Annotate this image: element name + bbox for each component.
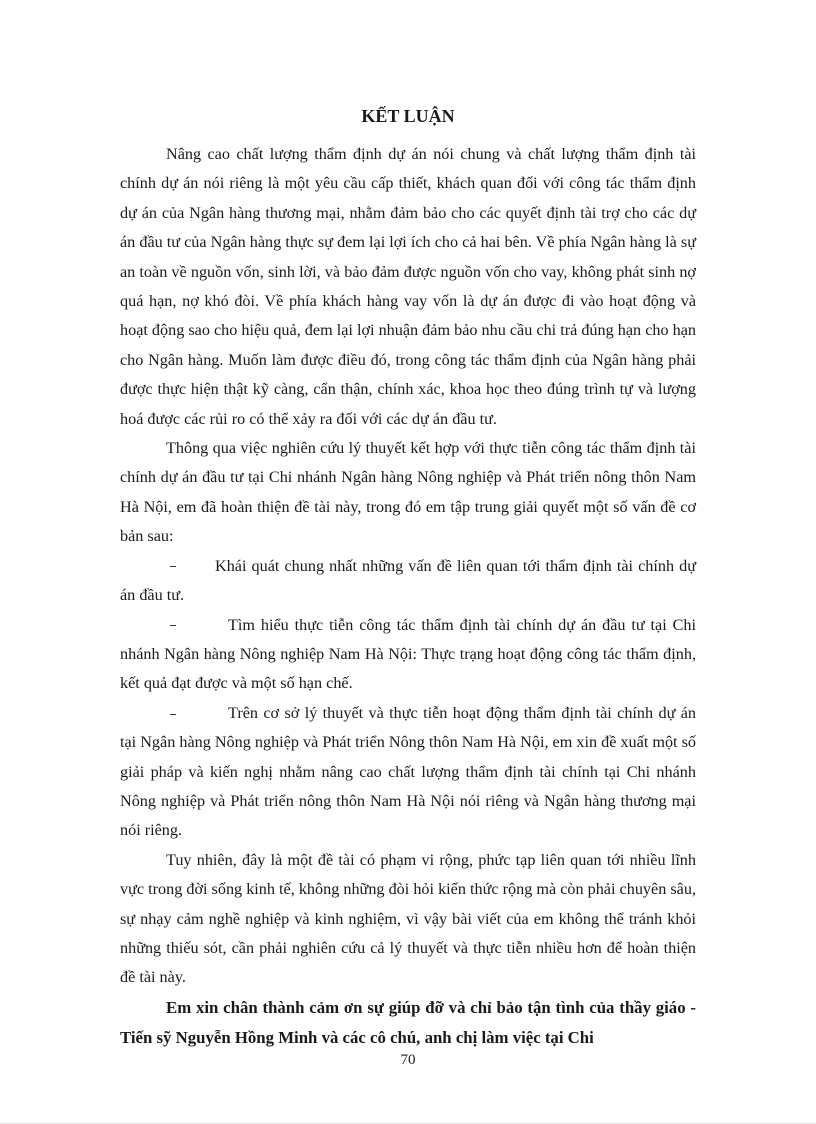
bullet-text: Tìm hiểu thực tiễn công tác thẩm định tài chính dự án đầu tư tại Chi nhánh Ngân hàng Nông nghiệp Nam Hà Nội: Thực trạng hoạt động công tác thẩm định, kết quả đạt được và một số hạn chế. (120, 615, 696, 693)
document-body (120, 140, 696, 1053)
acknowledgement-paragraph: Em xin chân thành cảm ơn sự giúp đỡ và chỉ bảo tận tình của thầy giáo - Tiến sỹ Nguyễn Hồng Minh và các cô chú, anh chị làm việc tại Chi (120, 997, 696, 1047)
paragraph: Thông qua việc nghiên cứu lý thuyết kết hợp với thực tiễn công tác thẩm định tài chính dự án đầu tư tại Chi nhánh Ngân hàng Nông nghiệp và Phát triển nông thôn Nam Hà Nội, em đã hoàn thiện đề tài này, trong đó em tập trung giải quyết một số vấn đề cơ bản sau: (120, 439, 696, 546)
bullet-item (120, 552, 696, 611)
page-title: KẾT LUẬN (361, 106, 455, 126)
bullet-dash-icon (120, 552, 215, 581)
bullet-item (120, 611, 696, 699)
bullet-dash-icon (120, 699, 228, 728)
bullet-text: Khái quát chung nhất những vấn đề liên quan tới thẩm định tài chính dự án đầu tư. (120, 556, 696, 605)
paragraph: Nâng cao chất lượng thẩm định dự án nói chung và chất lượng thẩm định tài chính dự án nói riêng là một yêu cầu cấp thiết, khách quan đối với công tác thẩm định dự án của Ngân hàng thương mại, nhằm đảm bảo cho các quyết định tài trợ cho các dự án đầu tư của Ngân hàng thực sự đem lại lợi ích cho cả hai bên. Về phía Ngân hàng là sự an toàn về nguồn vốn, sinh lời, và bảo đảm được nguồn vốn cho vay, không phát sinh nợ quá hạn, nợ khó đòi. Về phía khách hàng vay vốn là dự án được đi vào hoạt động và hoạt động sao cho hiệu quả, đem lại lợi nhuận đảm bảo nhu cầu chi trả đúng hạn cho hạn cho Ngân hàng. Muốn làm được điều đó, trong công tác thẩm định của Ngân hàng phải được thực hiện thật kỹ càng, cẩn thận, chính xác, khoa học theo đúng trình tự và lượng hoá được các rủi ro có thể xảy ra đối với các dự án đầu tư. (120, 145, 696, 428)
page-number: 70 (400, 1052, 416, 1068)
bullet-text: Trên cơ sở lý thuyết và thực tiễn hoạt động thẩm định tài chính dự án tại Ngân hàng Nông nghiệp và Phát triển Nông thôn Nam Hà Nội, em xin đề xuất một số giải pháp và kiến nghị nhằm nâng cao chất lượng thẩm định tài chính tại Chi nhánh Nông nghiệp và Phát triển nông thôn Nam Hà Nội nói riêng và Ngân hàng thương mại nói riêng. (120, 703, 696, 840)
paragraph: Tuy nhiên, đây là một đề tài có phạm vi rộng, phức tạp liên quan tới nhiều lĩnh vực trong đời sống kinh tế, không những đòi hỏi kiến thức rộng mà còn phải chuyên sâu, sự nhạy cảm nghề nghiệp và kinh nghiệm, vì vậy bài viết của em không thể tránh khỏi những thiếu sót, cần phải nghiên cứu cả lý thuyết và thực tiễn nhiều hơn để hoàn thiện đề tài này. (120, 850, 696, 987)
bullet-dash-icon (120, 611, 228, 640)
bullet-item (120, 699, 696, 846)
